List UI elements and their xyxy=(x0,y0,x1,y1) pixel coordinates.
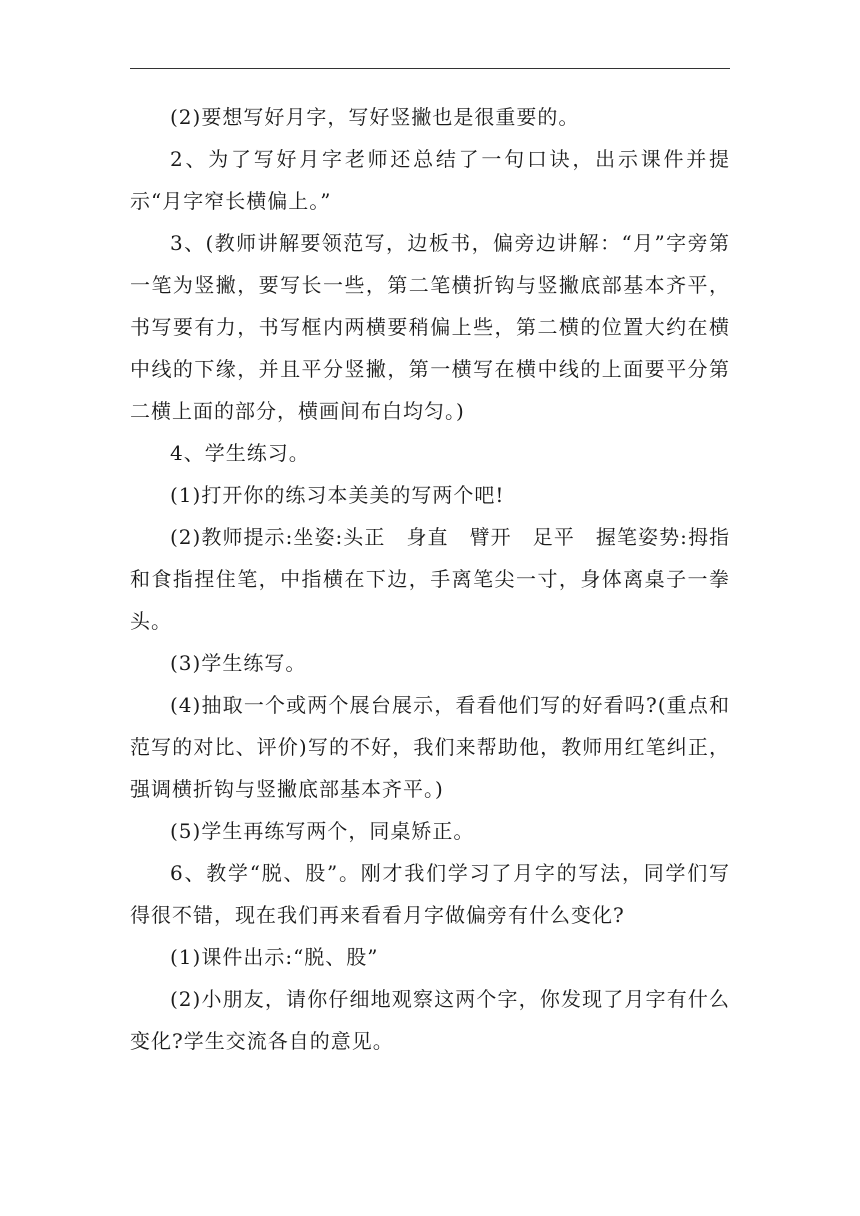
paragraph-9: (5)学生再练写两个，同桌矫正。 xyxy=(170,819,475,843)
header-rule xyxy=(130,68,730,69)
paragraph-10: 6、教学“脱、股”。刚才我们学习了月字的写法，同学们写得很不错，现在我们再来看看月字做偏旁有什么变化? xyxy=(130,861,730,927)
paragraph-3: 3、(教师讲解要领范写，边板书，偏旁边讲解：“月”字旁第一笔为竖撇，要写长一些，第二笔横折钩与竖撇底部基本齐平，书写要有力，书写框内两横要稍偏上些，第二横的位置大约在横中线的下缘，并且平分竖撇，第一横写在横中线的上面要平分第二横上面的部分，横画间布白均匀。) xyxy=(130,231,730,423)
paragraph-12: (2)小朋友，请你仔细地观察这两个字，你发现了月字有什么变化?学生交流各自的意见。 xyxy=(130,987,730,1053)
paragraph-11: (1)课件出示:“脱、股” xyxy=(170,945,379,969)
document-body xyxy=(130,96,730,1062)
paragraph-4: 4、学生练习。 xyxy=(170,441,310,465)
paragraph-6: (2)教师提示:坐姿:头正 身直 臂开 足平 握笔姿势:拇指和食指捏住笔，中指横在下边，手离笔尖一寸，身体离桌子一拳头。 xyxy=(130,525,730,633)
paragraph-1: (2)要想写好月字，写好竖撇也是很重要的。 xyxy=(170,105,580,129)
paragraph-8: (4)抽取一个或两个展台展示，看看他们写的好看吗?(重点和范写的对比、评价)写的不好，我们来帮助他，教师用红笔纠正，强调横折钩与竖撇底部基本齐平。) xyxy=(130,693,730,801)
paragraph-7: (3)学生练写。 xyxy=(170,651,307,675)
paragraph-2: 2、为了写好月字老师还总结了一句口诀，出示课件并提示“月字窄长横偏上。” xyxy=(130,147,730,213)
paragraph-5: (1)打开你的练习本美美的写两个吧! xyxy=(170,483,505,507)
